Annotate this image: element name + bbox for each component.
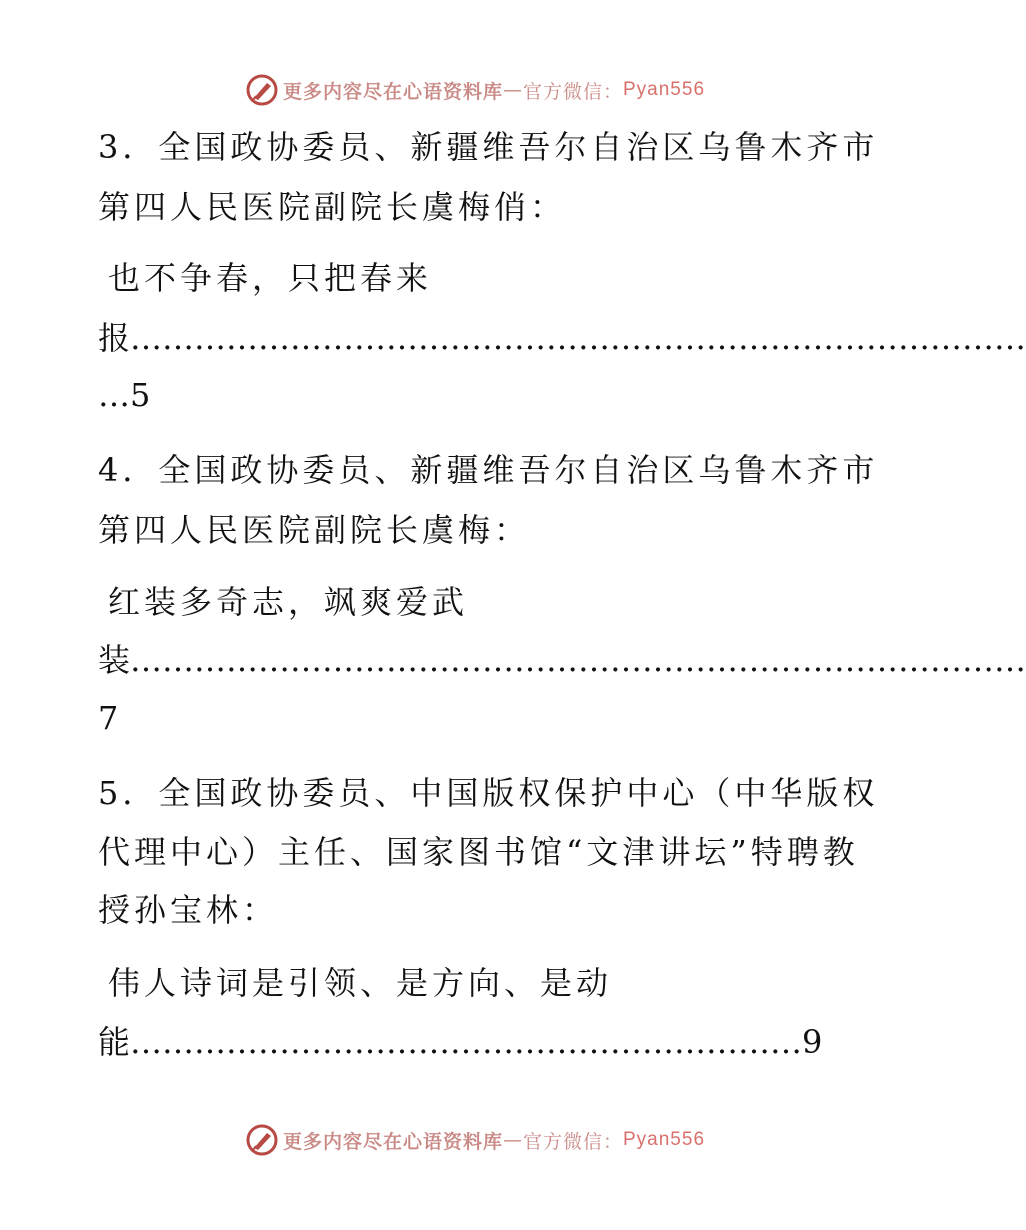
toc-entry-4-title: 红装多奇志，飒爽爱武 [108,583,469,621]
toc-entry-5-title-end: 能 [98,1023,131,1061]
toc-entry-3-page-line [98,375,858,415]
header-banner [0,70,950,110]
toc-entry-4-leader [98,640,1026,680]
banner-wechat-label: 官方微信： [522,1130,623,1153]
toc-entry-3-leader [98,318,1026,358]
toc-entry-5-line3: 授孙宝林： [98,891,279,929]
pen-logo-icon [245,1123,279,1157]
banner-slogan: 更多内容尽在心语资料库 [282,1130,503,1153]
toc-entry-4-line1: 4．全国政协委员、新疆维吾尔自治区乌鲁木齐市 [98,451,879,489]
toc-entry-5-dots: ……………………………………………………… [130,1023,803,1061]
toc-entry-5-line2: 代理中心）主任、国家图书馆“文津讲坛”特聘教 [98,833,859,871]
banner-wechat-label: 官方微信： [522,80,623,103]
toc-entry-3-title-end: 报 [98,319,131,357]
toc-entry-3-page: 5 [130,376,151,414]
pen-logo-icon [245,73,279,107]
footer-banner [0,1120,950,1160]
banner-wechat-id: Pyan556 [623,79,706,100]
banner-separator: — [502,79,523,101]
toc-entry-5-title: 伟人诗词是引领、是方向、是动 [108,964,613,1002]
toc-entry-4-dots: ………………………………………………………………………… [130,641,1026,679]
toc-entry-3-dots-cont: … [98,376,130,414]
toc-entry-4-line2: 第四人民医院副院长虞梅： [98,511,531,549]
toc-entry-4-title-end: 装 [98,641,131,679]
toc-entry-3-title: 也不争春，只把春来 [108,259,433,297]
banner-wechat-id: Pyan556 [623,1129,706,1150]
toc-entry-5-leader [98,1022,858,1062]
banner-slogan: 更多内容尽在心语资料库 [282,80,503,103]
banner-separator: — [502,1129,523,1151]
toc-entry-5-line1: 5．全国政协委员、中国版权保护中心（中华版权 [98,774,879,812]
toc-entry-3-line2: 第四人民医院副院长虞梅俏： [98,188,567,226]
toc-entry-3-line1: 3．全国政协委员、新疆维吾尔自治区乌鲁木齐市 [98,128,879,166]
toc-entry-3-dots: ………………………………………………………………………… [130,319,1026,357]
toc-entry-4-page: 7 [98,699,123,737]
toc-entry-5-page: 9 [802,1023,823,1061]
